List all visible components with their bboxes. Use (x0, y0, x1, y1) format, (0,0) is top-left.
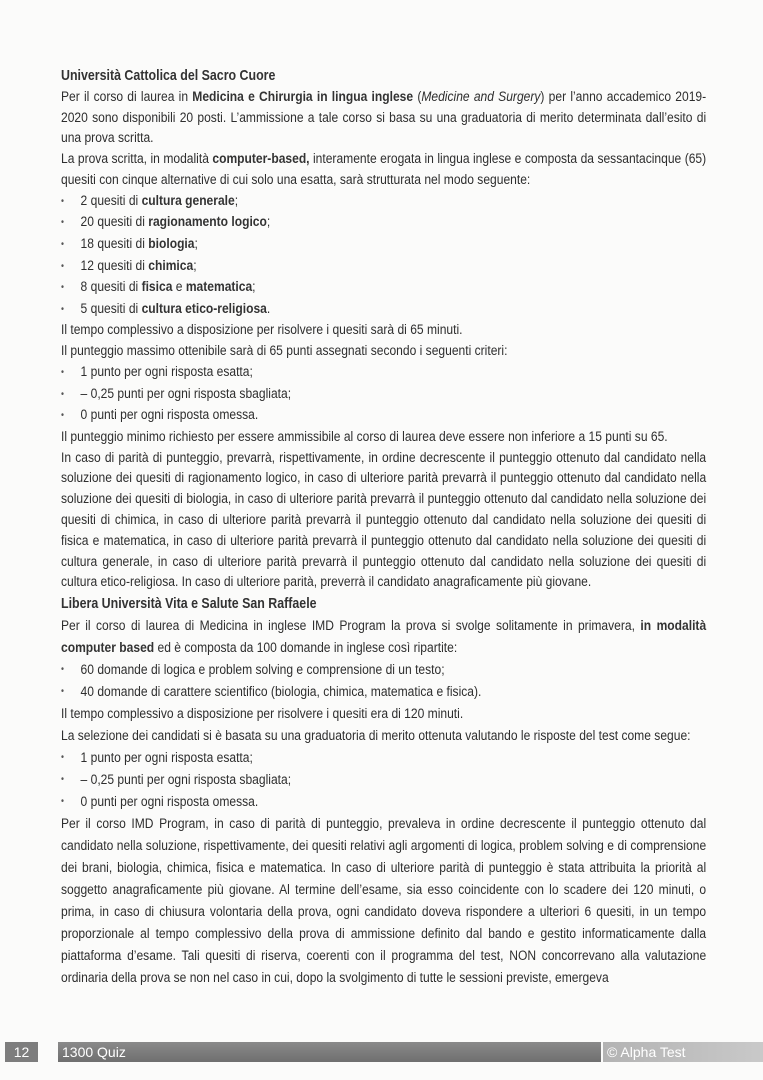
bullet-list (61, 659, 706, 703)
text-run: 20 quesiti di (80, 214, 149, 231)
bold-text: cultura generale (141, 192, 235, 209)
text-run: 18 quesiti di (80, 235, 149, 252)
text-run: 0 punti per ogni risposta omessa. (80, 794, 259, 811)
list-item (61, 212, 706, 234)
text-run: 8 quesiti di (80, 279, 142, 296)
bold-text: in modalità computer based (61, 618, 707, 657)
text-run: 2 quesiti di (80, 192, 142, 209)
list-item (61, 362, 706, 384)
section-cattolica (61, 66, 706, 593)
paragraph (61, 149, 706, 191)
italic-text: Medicine and Surgery (421, 88, 541, 105)
text-run: Per il corso IMD Program, in caso di parità di punteggio, prevaleva in ordine decrescente il punteggio ottenuto dal candidato nella soluzione, rispettivamente, dei quesiti relativi agli argomenti di logica, problem solving e di comprensione dei brani, biologia, chimica, fisica e matematica. In caso di ulteriore parità di punteggio è stata attribuita la priorità al soggetto anagraficamente più giovane. Al termine dell’esame, sia esso coincidente con lo scadere dei 120 minuti, o prima, in caso di chiusura volontaria della prova, ogni candidato doveva rispondere a ulteriori 6 quesiti, in un tempo proporzionale al tempo complessivo della prova di ammissione definito dal bando e gestito informaticamente dalla piattaforma d’esame. Tali quesiti di riserva, coerenti con il programma del test, NON concorrevano alla valutazione ordinaria della prova se non nel caso in cui, dopo la svolgimento di tutte le sessioni previste, emergeva (61, 816, 707, 987)
list-item (61, 277, 706, 299)
publisher-credit: © Alpha Test (603, 1042, 763, 1062)
text-run: La prova scritta, in modalità (61, 151, 213, 168)
text-run: Il tempo complessivo a disposizione per risolvere i quesiti sarà di 65 minuti. (61, 322, 463, 339)
list-item (61, 747, 706, 769)
list-item (61, 234, 706, 256)
list-item (61, 791, 706, 813)
text-run: – 0,25 punti per ogni risposta sbagliata; (80, 772, 292, 789)
section-heading: Libera Università Vita e Salute San Raffaele (61, 596, 317, 613)
paragraph (61, 87, 706, 149)
list-item (61, 405, 706, 427)
page-content (61, 66, 706, 989)
text-run: interamente erogata in lingua inglese e composta da sessantacinque (65) quesiti con cinque alternative di cui solo una esatta, sarà strutturata nel modo seguente: (61, 151, 707, 188)
text-run: Per il corso di laurea in (61, 88, 193, 105)
text-run: ed è composta da 100 domande in inglese così ripartite: (154, 640, 458, 657)
text-run: 60 domande di logica e problem solving e comprensione di un testo; (80, 662, 445, 679)
book-title: 1300 Quiz (58, 1042, 601, 1062)
section-body (61, 615, 706, 989)
text-run: 12 quesiti di (80, 257, 149, 274)
text-run: Per il corso di laurea di Medicina in inglese IMD Program la prova si svolge solitamente in primavera, (61, 618, 641, 635)
list-item (61, 256, 706, 278)
page-number: 12 (5, 1042, 38, 1062)
text-run: 1 punto per ogni risposta esatta; (80, 750, 253, 767)
text-run: 5 quesiti di (80, 300, 142, 317)
text-run: . (266, 300, 271, 317)
text-run: – 0,25 punti per ogni risposta sbagliata; (80, 385, 292, 402)
text-run: ; (193, 257, 197, 274)
list-item (61, 384, 706, 406)
paragraph (61, 448, 706, 594)
bullet-list (61, 191, 706, 321)
section-san-raffaele (61, 593, 706, 989)
paragraph (61, 615, 706, 659)
text-run: Il punteggio minimo richiesto per essere ammissibile al corso di laurea deve essere non inferiore a 15 punti su 65. (61, 428, 668, 445)
bold-text: ragionamento logico (148, 214, 267, 231)
paragraph (61, 813, 706, 989)
text-run: ( (413, 88, 422, 105)
list-item (61, 681, 706, 703)
text-run: La selezione dei candidati si è basata su una graduatoria di merito ottenuta valutando le risposte del test come segue: (61, 728, 691, 745)
paragraph (61, 320, 706, 341)
bullet-list (61, 747, 706, 813)
list-item (61, 299, 706, 321)
bold-text: Medicina e Chirurgia in lingua inglese (192, 88, 414, 105)
text-run: e (172, 279, 186, 296)
text-run: ; (252, 279, 256, 296)
text-run: In caso di parità di punteggio, prevarrà, rispettivamente, in ordine decrescente il punteggio ottenuto dal candidato nella soluzione dei quesiti di ragionamento logico, in caso di ulteriore parità prevarrà il punteggio ottenuto dal candidato nella soluzione dei quesiti di biologia, in caso di ulteriore parità prevarrà il punteggio ottenuto dal candidato nella soluzione dei quesiti di chimica, in caso di ulteriore parità prevarrà il punteggio ottenuto dal candidato nella soluzione dei quesiti di fisica e matematica, in caso di ulteriore parità prevarrà il punteggio ottenuto dal candidato nella soluzione dei quesiti di cultura generale, in caso di ulteriore parità prevarrà il punteggio ottenuto dal candidato nella soluzione dei quesiti di cultura etico-religiosa. In caso di ulteriore parità, preverrà il candidato anagraficamente più giovane. (61, 449, 707, 591)
bold-text: chimica (148, 257, 194, 274)
paragraph (61, 427, 706, 448)
list-item (61, 659, 706, 681)
text-run: 1 punto per ogni risposta esatta; (80, 363, 253, 380)
bullet-list (61, 362, 706, 427)
paragraph (61, 703, 706, 725)
text-run: 0 punti per ogni risposta omessa. (80, 407, 259, 424)
text-run: 40 domande di carattere scientifico (biologia, chimica, matematica e fisica). (80, 684, 482, 701)
section-body (61, 87, 706, 593)
text-run: ; (194, 235, 198, 252)
text-run: Il punteggio massimo ottenibile sarà di 65 punti assegnati secondo i seguenti criteri: (61, 343, 508, 360)
text-run: Il tempo complessivo a disposizione per risolvere i quesiti era di 120 minuti. (61, 706, 464, 723)
bold-text: computer-based, (212, 151, 310, 168)
text-run: ; (234, 192, 239, 209)
bold-text: matematica (185, 279, 253, 296)
text-run: ; (266, 214, 271, 231)
bold-text: fisica (141, 279, 173, 296)
section-heading: Università Cattolica del Sacro Cuore (61, 68, 276, 84)
page-footer (0, 1030, 763, 1062)
paragraph (61, 341, 706, 362)
list-item (61, 191, 706, 213)
bold-text: biologia (148, 235, 195, 252)
list-item (61, 769, 706, 791)
paragraph (61, 725, 706, 747)
text-run: ) per l’anno accademico 2019-2020 sono disponibili 20 posti. L’ammissione a tale corso si basa su una graduatoria di merito determinata dall’esito di una prova scritta. (61, 88, 707, 147)
bold-text: cultura etico-religiosa (141, 300, 267, 317)
